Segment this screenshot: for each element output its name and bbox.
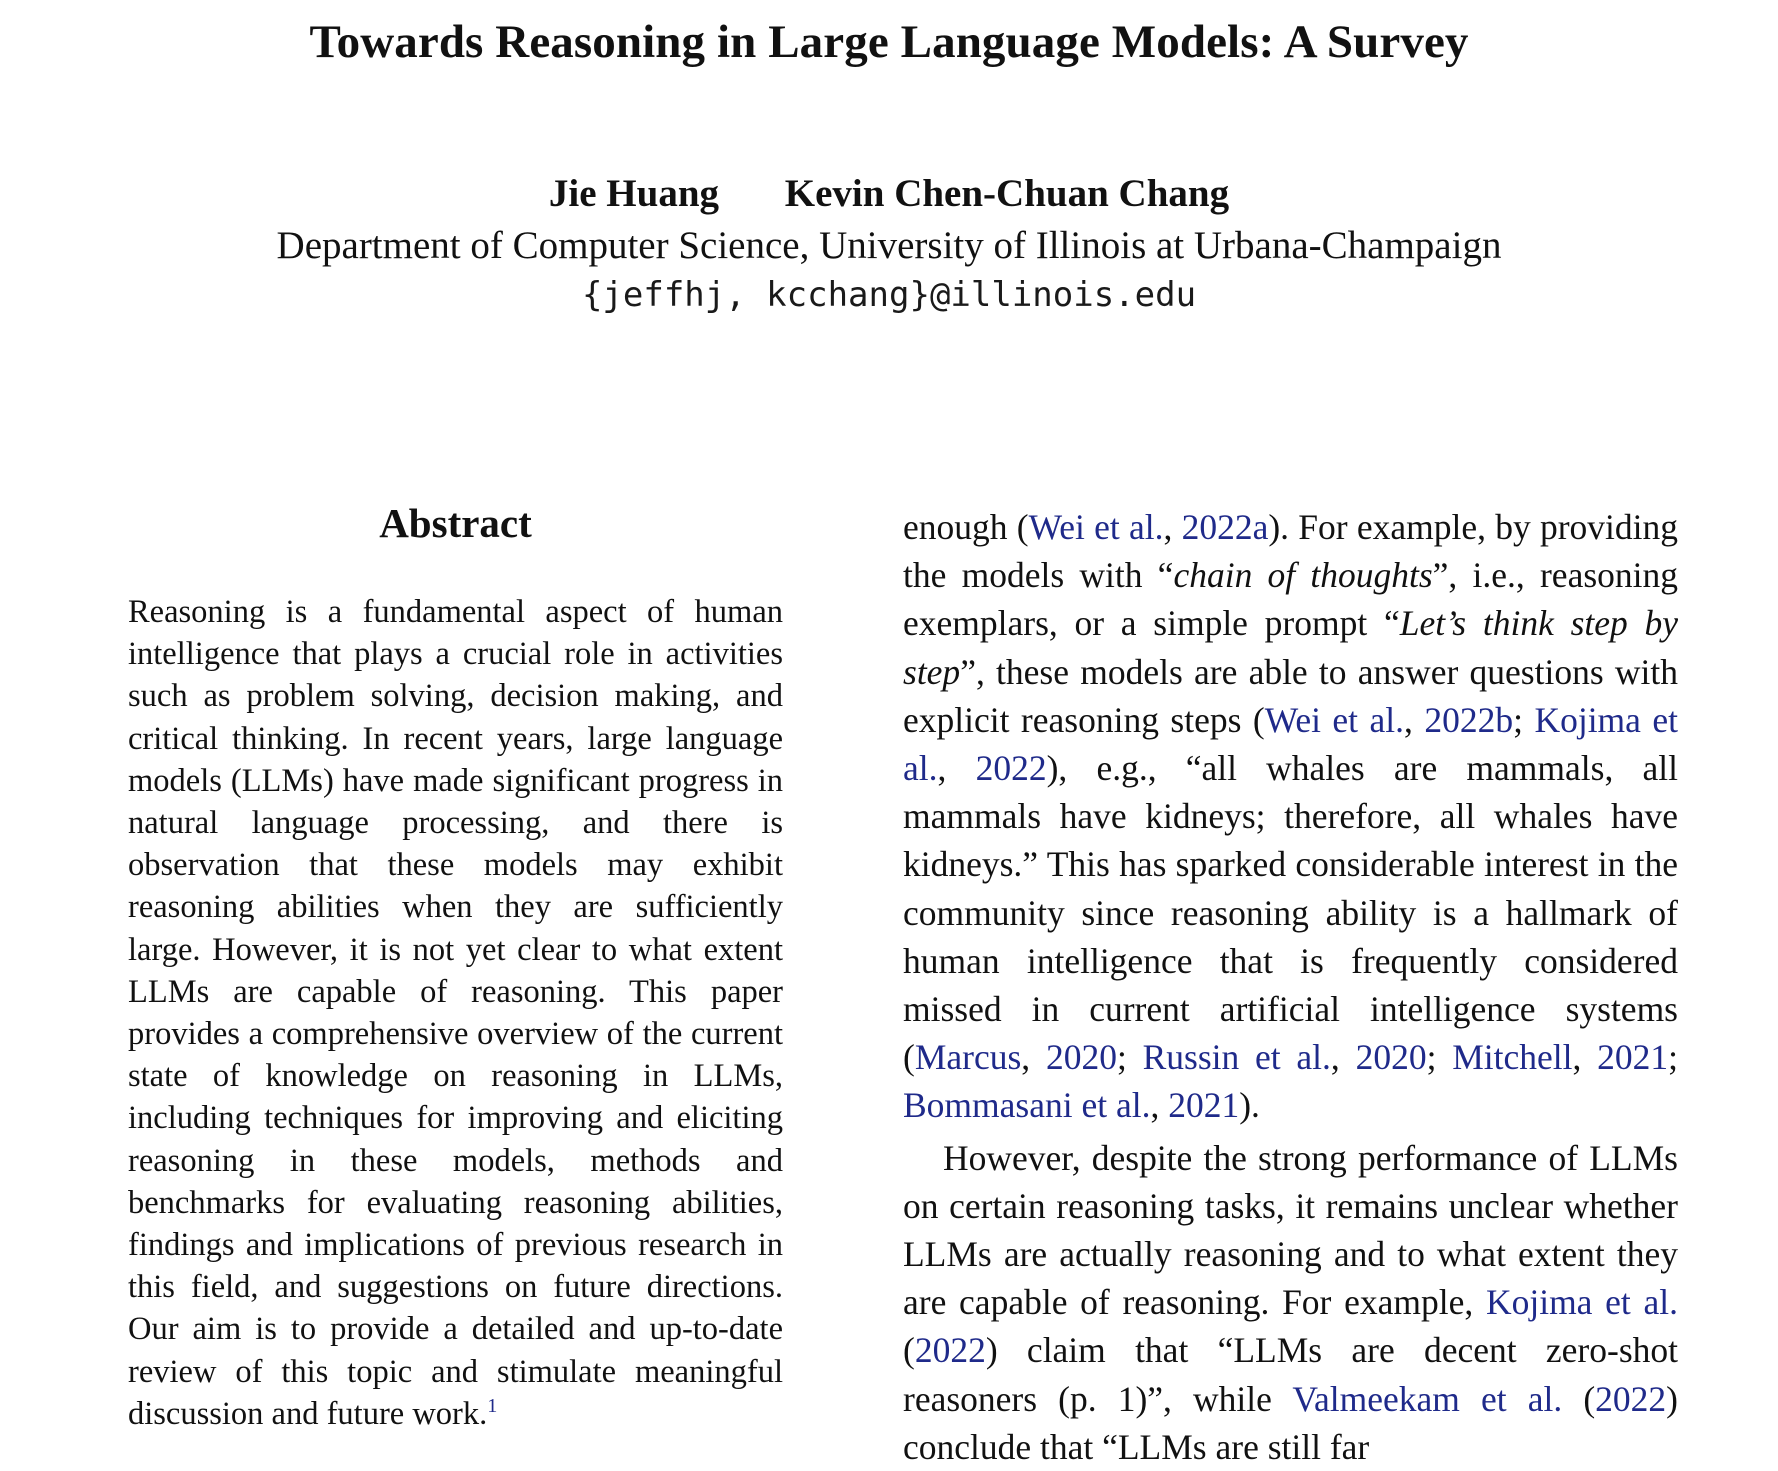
paper-title: Towards Reasoning in Large Language Models: A Survey <box>309 16 1469 68</box>
citation-link[interactable]: Wei et al. <box>1028 507 1164 547</box>
emphasis-text: chain of thoughts <box>1173 555 1433 596</box>
citation-link[interactable]: Bommasani et al. <box>903 1085 1151 1126</box>
citation-link[interactable]: Kojima et al. <box>1485 1282 1678 1323</box>
citation-link[interactable]: Russin et al. <box>1142 1037 1331 1078</box>
intro-paragraph: However, despite the strong performance of LLMs on certain reasoning tasks, it remains unclear whether LLMs are actually reasoning and to what extent they are capable of reasoning. For example, Kojima et al. (2022) claim that “LLMs are decent zero-shot reasoners (p. 1)”, while Valmeekam et al. (2022) conclude that “LLMs are still far <box>903 1137 1678 1467</box>
introduction-column <box>903 503 1678 1471</box>
citation-link[interactable]: Kojima et al. <box>903 699 1678 789</box>
abstract-body <box>128 591 783 1435</box>
citation-link[interactable]: Wei et al. <box>1264 699 1405 740</box>
abstract-text: Reasoning is a fundamental aspect of human intelligence that plays a crucial role in activities such as problem solving, decision making, and critical thinking. In recent years, large language models (LLMs) have made significant progress in natural language processing, and there is observation that these models may exhibit reasoning abilities when they are sufficiently large. However, it is not yet clear to what extent LLMs are capable of reasoning. This paper provides a comprehensive overview of the current state of knowledge on reasoning in LLMs, including techniques for improving and eliciting reasoning in these models, methods and benchmarks for evaluating reasoning abilities, findings and implications of previous research in this field, and suggestions on future directions. Our aim is to provide a detailed and up-to-date review of this topic and stimulate meaningful discussion and future work. <box>128 594 783 1432</box>
citation-link[interactable]: 2021 <box>1168 1085 1240 1126</box>
citation-link[interactable]: 2022b <box>1424 699 1514 740</box>
citation-link[interactable]: Marcus <box>914 1037 1022 1078</box>
author-email: {jeffhj, kcchang}@illinois.edu <box>581 275 1197 315</box>
author-name: Jie Huang <box>548 172 720 215</box>
citation-link[interactable]: 2022 <box>1595 1378 1667 1419</box>
author-list <box>0 170 1778 218</box>
citation-link[interactable]: 2022 <box>914 1330 986 1371</box>
abstract-heading: Abstract <box>379 500 532 546</box>
emphasis-text: Let’s think step by step <box>903 603 1678 692</box>
footnote-link[interactable]: 1 <box>487 1395 498 1418</box>
author-name: Kevin Chen-Chuan Chang <box>784 172 1230 215</box>
citation-link[interactable]: Mitchell <box>1452 1037 1573 1078</box>
citation-link[interactable]: 2021 <box>1597 1037 1669 1078</box>
citation-link[interactable]: 2022a <box>1181 507 1269 547</box>
author-affiliation: Department of Computer Science, University of Illinois at Urbana-Champaign <box>276 224 1502 267</box>
citation-link[interactable]: Valmeekam et al. <box>1292 1378 1563 1419</box>
intro-paragraph: enough (Wei et al., 2022a). For example, by providing the models with “chain of thoughts”, i.e., reasoning exemplars, or a simple prompt “Let’s think step by step”, these models are able to answer questions with explicit reasoning steps (Wei et al., 2022b; Kojima et al., 2022), e.g., “all whales are mammals, all mammals have kidneys; therefore, all whales have kidneys.” This has sparked considerable interest in the community since reasoning ability is a hallmark of human intelligence that is frequently considered missed in current artificial intelligence systems (Marcus, 2020; Russin et al., 2020; Mitchell, 2021; Bommasani et al., 2021). <box>903 507 1679 1126</box>
citation-link[interactable]: 2020 <box>1045 1037 1117 1078</box>
citation-link[interactable]: 2022 <box>975 748 1047 789</box>
citation-link[interactable]: 2020 <box>1355 1037 1427 1078</box>
